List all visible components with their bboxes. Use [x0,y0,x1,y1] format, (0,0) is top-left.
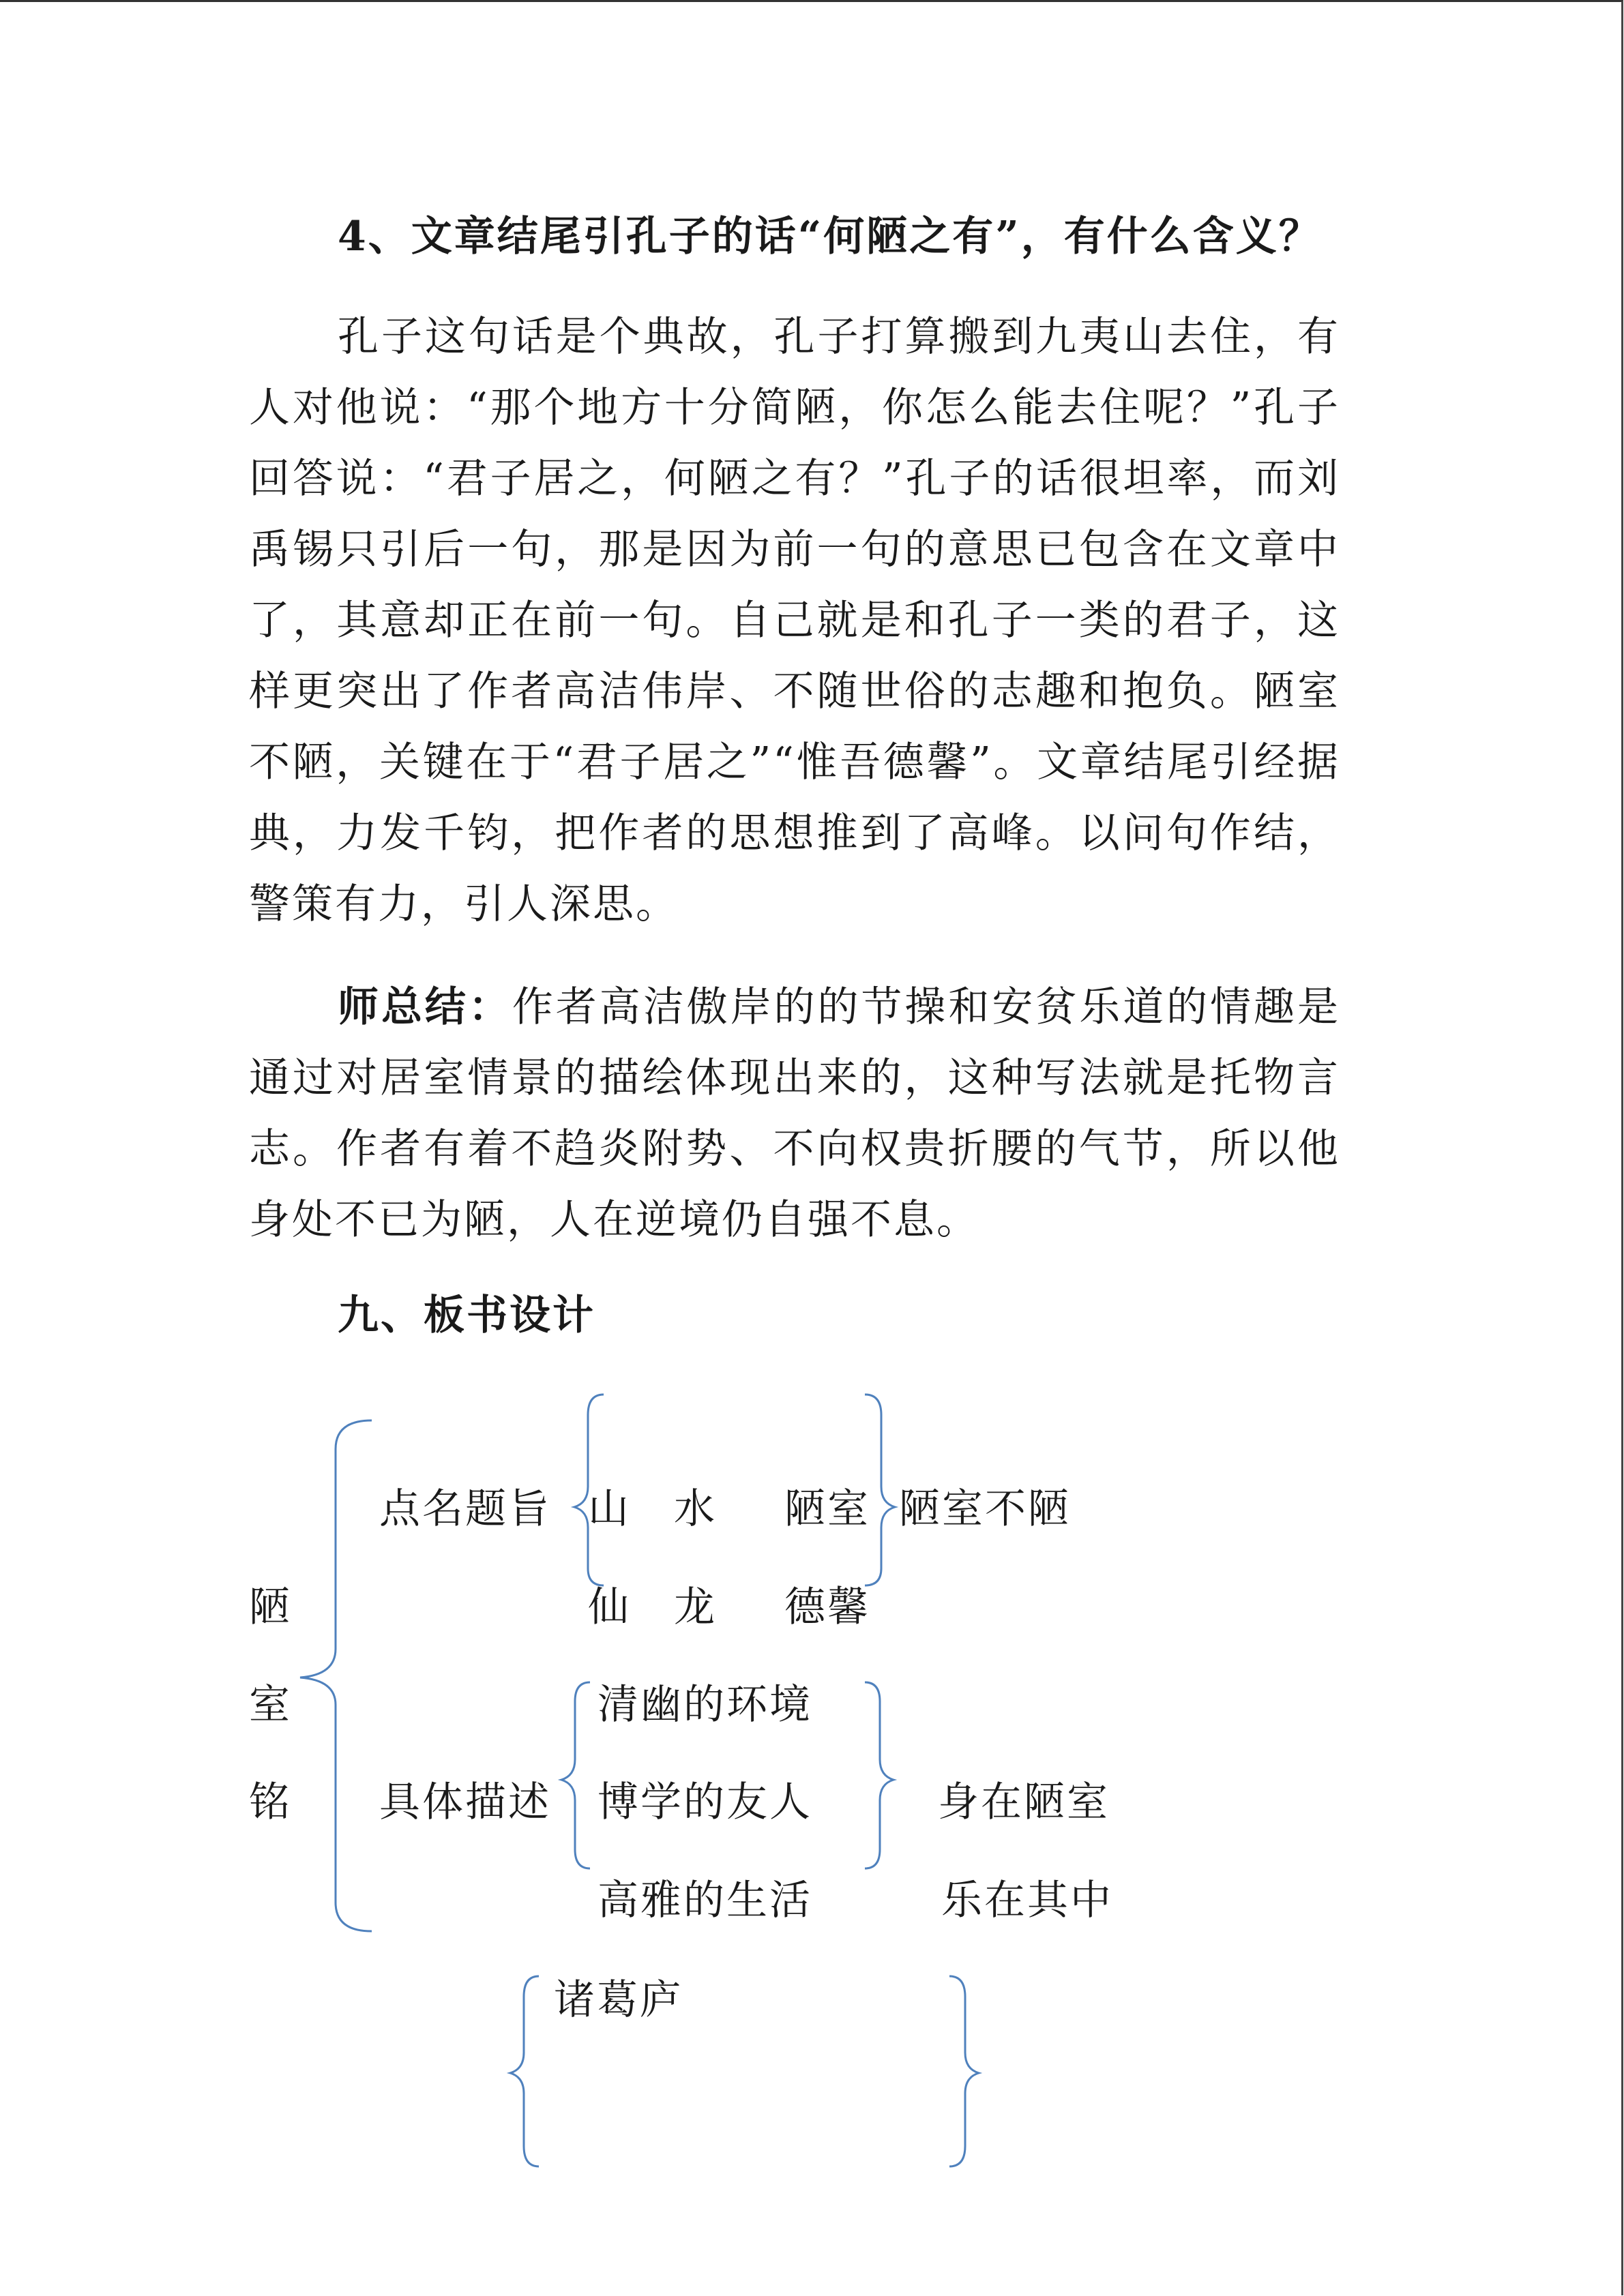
branch1-row1-a: 山 [588,1485,631,1533]
branch1-label: 点名题旨 [379,1485,551,1533]
teacher-summary-text: 作者高洁傲岸的的节操和安贫乐道的情趣是通过对居室情景的描绘体现出来的，这种写法就是托物言志。作者有着不趋炎附势、不向权贵折腰的气节，所以他身处不已为陋，人在逆境仍自强不息。 [249,983,1341,1244]
branch2-left-brace [561,1682,590,1868]
branch3-right-brace [949,1976,979,2166]
branch1-row1-b: 水 [674,1485,717,1533]
board-title-char-2: 室 [249,1681,292,1729]
branch2-result-line1: 身在陋室 [938,1778,1110,1826]
branch2-right-brace [865,1682,894,1868]
main-left-brace [300,1420,372,1931]
branch1-row1-c: 陋室 [784,1485,870,1533]
board-title-char-3: 铭 [249,1778,292,1826]
branch1-result: 陋室不陋 [899,1485,1071,1533]
answer-paragraph: 孔子这句话是个典故，孔子打算搬到九夷山去住，有人对他说：“那个地方十分简陋，你怎么能去住呢？”孔子回答说：“君子居之，何陋之有？”孔子的话很坦率，而刘禹锡只引后一句，那是因为前一句的意思已包含在文章中了，其意却正在前一句。自己就是和孔子一类的君子，这样更突出了作者高洁伟岸、不随世俗的志趣和抱负。陋室不陋，关键在于“君子居之”“惟吾德馨”。文章结尾引经据典，力发千钧，把作者的思想推到了高峰。以问句作结，警策有力，引人深思。 [249,313,1340,928]
branch3-item: 诸葛庐 [554,1976,683,2024]
teacher-summary-paragraph [249,972,1340,1255]
board-title-char-1: 陋 [249,1583,292,1631]
teacher-summary-label: 师总结： [338,983,512,1031]
section-heading-9: 九、板书设计 [338,1292,595,1339]
branch1-row2-a: 仙 [588,1583,631,1631]
branch2-item-1: 清幽的环境 [597,1681,812,1729]
branch1-row2-b: 龙 [674,1583,717,1631]
branch2-label: 具体描述 [379,1778,551,1826]
question-heading-4: 4、文章结尾引孔子的话“何陋之有”，有什么含义？ [338,213,1322,260]
branch2-result-line2: 乐在其中 [941,1877,1113,1924]
branch3-left-brace [510,1976,539,2166]
branch2-item-2: 博学的友人 [597,1778,812,1826]
branch2-item-3: 高雅的生活 [597,1877,812,1924]
branch1-row2-c: 德馨 [784,1583,870,1631]
